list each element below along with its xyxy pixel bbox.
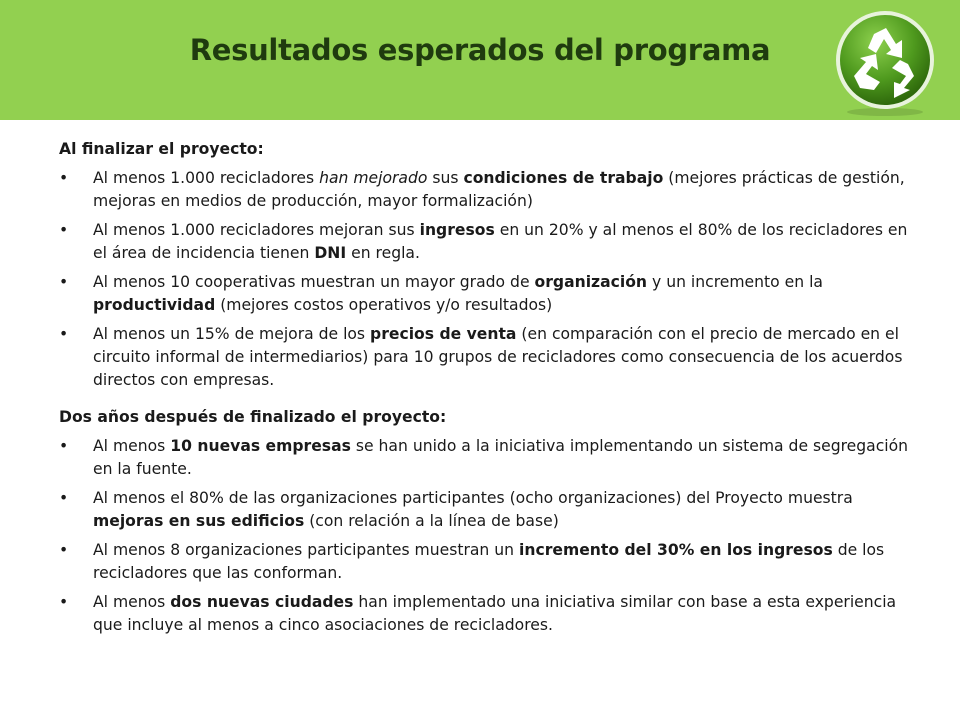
list-item: • Al menos 10 cooperativas muestran un mayor grado de organización y un incremento en la productividad (mejores costos operativos y/o resultados) (59, 273, 823, 314)
bullet: • (59, 437, 69, 455)
list-item: • Al menos 10 nuevas empresas se han unido a la iniciativa implementando un sistema de segregación en la fuente. (59, 437, 909, 478)
bullet: • (59, 273, 69, 291)
list-item: • Al menos 1.000 recicladores mejoran sus ingresos en un 20% y al menos el 80% de los recicladores en el área de incidencia tienen DNI en regla. (59, 221, 908, 262)
list-item: • Al menos 1.000 recicladores han mejorado sus condiciones de trabajo (mejores prácticas de gestión, mejoras en medios de producción, mayor formalización) (59, 169, 905, 210)
list-item: • Al menos dos nuevas ciudades han implementado una iniciativa similar con base a esta experiencia que incluye al menos a cinco asociaciones de recicladores. (59, 593, 897, 634)
bullet: • (59, 221, 69, 239)
bullet: • (59, 169, 69, 187)
bullet: • (59, 593, 69, 611)
list-item: • Al menos el 80% de las organizaciones participantes (ocho organizaciones) del Proyecto muestra mejoras en sus edificios (con relación a la línea de base) (59, 489, 853, 530)
section-heading: Dos años después de finalizado el proyecto: (59, 408, 447, 426)
bullet-list (59, 435, 909, 637)
bullet-list (59, 167, 909, 392)
list-item: • Al menos un 15% de mejora de los precios de venta (en comparación con el precio de mercado en el circuito informal de intermediarios) para 10 grupos de recicladores como consecuencia de los acuerdos directos con empresas. (59, 325, 903, 389)
bullet: • (59, 325, 69, 343)
slide-content (59, 138, 909, 643)
recycle-icon (830, 8, 940, 118)
bullet: • (59, 489, 69, 507)
section-heading: Al finalizar el proyecto: (59, 140, 264, 158)
slide-title: Resultados esperados del programa (189, 33, 771, 67)
bullet: • (59, 541, 69, 559)
list-item: • Al menos 8 organizaciones participantes muestran un incremento del 30% en los ingresos de los recicladores que las conforman. (59, 541, 885, 582)
